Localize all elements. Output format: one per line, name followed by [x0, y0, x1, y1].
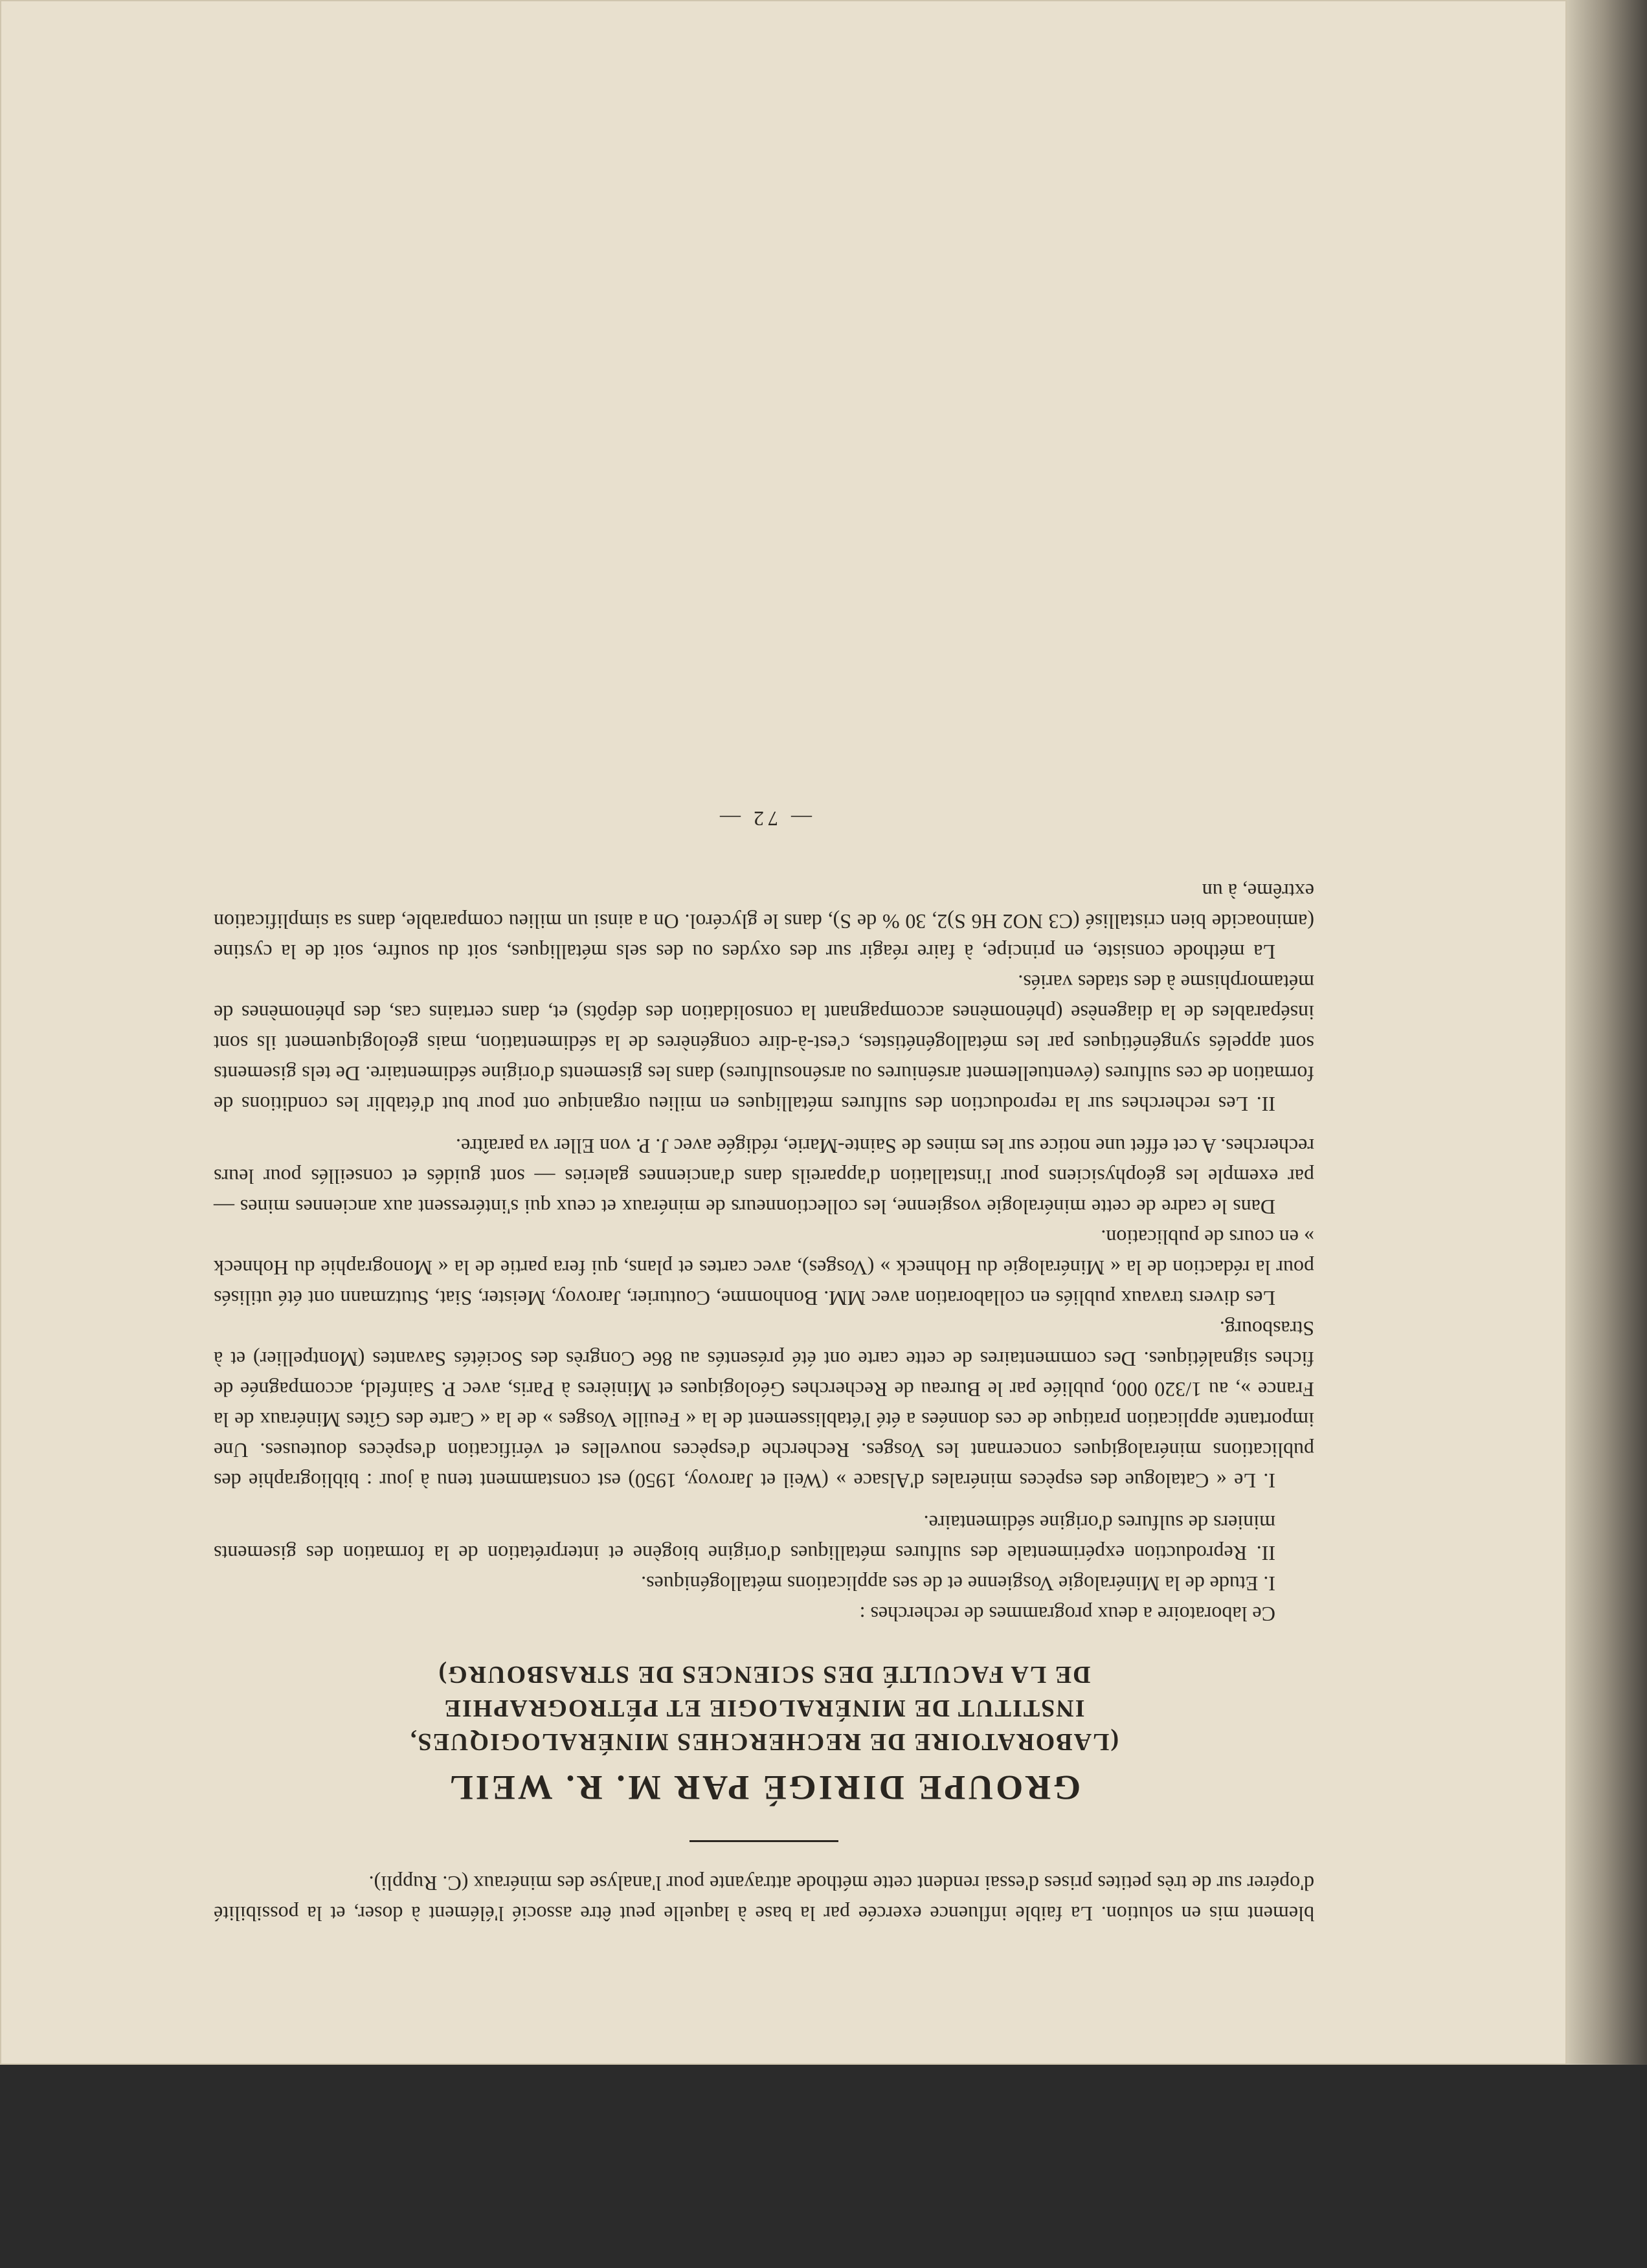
page-edge-shadow — [1567, 0, 1647, 2065]
program-intro: Ce laboratoire a deux programmes de recherches : — [859, 1603, 1275, 1626]
section-1-paragraph-1: I. Le « Catalogue des espèces minérales d'Alsace » (Weil et Jarovoy, 1950) est constamment tenu à jour : bibliographie des publications minéralogiques concernant les Vosges. Recherche d'espèces nouvelles et vérification d'espèces douteuses. Une importante application pratique de ces données a été l'établissement de la « Feuille Vosges » de la « Carte des Gîtes Minéraux de la France », au 1/320 000, publiée par le Bureau de Recherches Géologiques et Minières à Paris, avec P. Sainfeld, accompagnée de fiches signalétiques. Des commentaires de cette carte ont été présentés au 86e Congrès des Sociétés Savantes (Montpellier) et à Strasbourg. — [214, 1317, 1314, 1493]
section-title: GROUPE DIRIGÉ PAR M. R. WEIL — [447, 1768, 1081, 1807]
subtitle-line-1: (LABORATOIRE DE RECHERCHES MINÉRALOGIQUES, — [409, 1728, 1119, 1755]
subtitle-line-2: INSTITUT DE MINÉRALOGIE ET PÉTROGRAPHIE — [443, 1695, 1085, 1722]
section-1-paragraph-2: Les divers travaux publiés en collaboration avec MM. Bonhomme, Couturier, Jarovoy, Meister, Siat, Stutzmann ont été utilisés pour la rédaction de la « Minéralogie du Hohneck » (Vosges), avec cartes et plans, qui fera partie de la « Monographie du Hohneck » en cours de publication. — [214, 1226, 1314, 1310]
page-content-rotated — [214, 220, 1314, 1929]
subtitle-line-3: DE LA FACULTÉ DES SCIENCES DE STRASBOURG) — [437, 1661, 1091, 1688]
section-1-paragraph-3: Dans le cadre de cette minéralogie vosgienne, les collectionneurs de minéraux et ceux qui s'intéressent aux anciennes mines — par exemple les géophysiciens pour l'installation d'appareils dans d'anciennes galeries — sont guidés et conseillés pour leurs recherches. A cet effet une notice sur les mines de Sainte-Marie, rédigée avec J. P. von Eller va paraître. — [214, 1135, 1314, 1219]
page-number: — 72 — — [716, 807, 812, 830]
program-item-1: I. Etude de la Minéralogie Vosgienne et de ses applications métallogéniques. — [641, 1572, 1275, 1595]
program-item-2: II. Reproduction expérimentale des sulfures métalliques d'origine biogène et interprétation de la formation des gisements miniers de sulfures d'origine sédimentaire. — [214, 1511, 1275, 1565]
section-2-paragraph-2: La méthode consiste, en principe, à faire réagir sur des oxydes ou des sels métalliques, soit du soufre, soit de la cystine (aminoacide bien cristallisé (C3 NO2 H6 S)2, 30 % de S), dans le glycérol. On a ainsi un milieu comparable, dans sa simplification extrême, à un — [214, 880, 1314, 964]
section-divider — [689, 1840, 838, 1842]
intro-paragraph: blement mis en solution. La faible influence exercée par la base à laquelle peut être associé l'élément à doser, et la possibilité d'opérer sur de très petites prises d'essai rendent cette méthode attrayante pour l'analyse des minéraux (C. Ruppli). — [214, 1872, 1314, 1926]
section-2-paragraph-1: II. Les recherches sur la reproduction des sulfures métalliques en milieu organique ont pour but d'établir les conditions de formation de ces sulfures (éventuellement arséniures ou arsénosulfures) dans les gisements d'origine sédimentaire. De tels gisements sont appelés syngénétiques par les métallogénétistes, c'est-à-dire congénères de la sédimentation, mais géologiquement ils sont inséparables de la diagenèse (phénomènes accompagnant la consolidation des dépôts) et, dans certains cas, des phénomènes de métamorphisme à des stades variés. — [214, 971, 1314, 1116]
